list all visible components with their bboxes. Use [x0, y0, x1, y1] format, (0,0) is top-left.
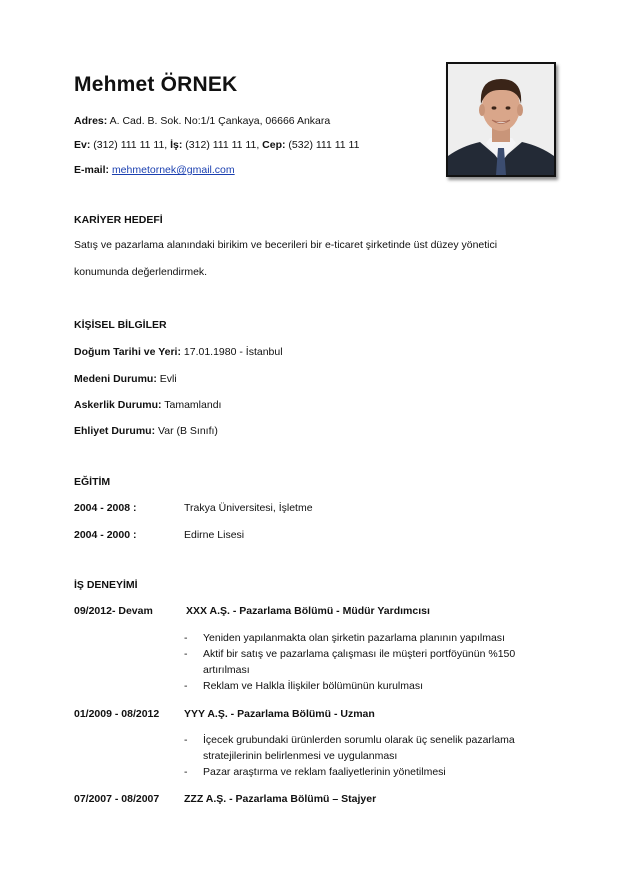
license-value: Var (B Sınıfı)	[155, 425, 218, 437]
email-link[interactable]: mehmetornek@gmail.com	[111, 164, 235, 176]
home-phone-label: Ev:	[74, 139, 91, 151]
education-school: Trakya Üniversitesi, İşletme	[184, 502, 313, 514]
career-heading: KARİYER HEDEFİ	[74, 214, 163, 226]
military-label: Askerlik Durumu:	[74, 399, 162, 411]
job-date: 01/2009 - 08/2012	[74, 708, 160, 720]
experience-heading: İŞ DENEYİMİ	[74, 579, 138, 591]
job-title: XXX A.Ş. - Pazarlama Bölümü - Müdür Yardımcısı	[186, 605, 430, 617]
marital-value: Evli	[156, 373, 177, 385]
mobile-phone-value: (532) 111 11 11	[285, 139, 360, 151]
job-date: 07/2007 - 08/2007	[74, 793, 160, 805]
education-heading: EĞİTİM	[74, 476, 111, 488]
job-date: 09/2012- Devam	[74, 605, 153, 617]
job-bullet: - Reklam ve Halkla İlişkiler bölümünün kurulması	[184, 678, 544, 694]
job-bullet-list	[184, 732, 544, 780]
address-value: A. Cad. B. Sok. No:1/1 Çankaya, 06666 Ankara	[107, 115, 331, 127]
education-date: 2004 - 2008 :	[74, 502, 137, 514]
email-line	[74, 164, 235, 176]
marital-line	[74, 373, 177, 385]
job-bullet-list	[184, 630, 544, 694]
work-phone-value: (312) 111 11 11,	[182, 139, 263, 151]
personal-heading: KİŞİSEL BİLGİLER	[74, 319, 167, 331]
career-objective-text: Satış ve pazarlama alanındaki birikim ve becerileri bir e-ticaret şirketinde üst düzey yönetici konumunda değerlendirmek.	[74, 239, 498, 278]
home-phone-value: (312) 111 11 11,	[90, 139, 171, 151]
work-phone-label: İş:	[170, 139, 183, 151]
military-value: Tamamlandı	[161, 399, 222, 411]
birth-label: Doğum Tarihi ve Yeri:	[74, 346, 181, 358]
phone-line	[74, 139, 359, 151]
address-line	[74, 115, 330, 127]
person-name: Mehmet ÖRNEK	[74, 73, 238, 96]
birth-line	[74, 346, 283, 358]
job-title: ZZZ A.Ş. - Pazarlama Bölümü – Stajyer	[184, 793, 377, 805]
job-title: YYY A.Ş. - Pazarlama Bölümü - Uzman	[184, 708, 375, 720]
education-school: Edirne Lisesi	[184, 529, 245, 541]
education-date: 2004 - 2000 :	[74, 529, 137, 541]
job-bullet: - Yeniden yapılanmakta olan şirketin pazarlama planının yapılması	[184, 630, 544, 646]
marital-label: Medeni Durumu:	[74, 373, 157, 385]
birth-value: 17.01.1980 - İstanbul	[180, 346, 283, 358]
profile-photo-image	[448, 64, 554, 175]
mobile-phone-label: Cep:	[262, 139, 286, 151]
military-line	[74, 399, 221, 411]
license-line	[74, 425, 218, 437]
job-bullet: - Aktif bir satış ve pazarlama çalışması ile müşteri portföyünün %150 artırılması	[184, 646, 544, 678]
license-label: Ehliyet Durumu:	[74, 425, 156, 437]
job-bullet: - Pazar araştırma ve reklam faaliyetlerinin yönetilmesi	[184, 764, 544, 780]
profile-photo	[446, 62, 556, 177]
job-bullet: - İçecek grubundaki ürünlerden sorumlu olarak üç senelik pazarlama stratejilerinin belirlenmesi ve uygulanması	[184, 732, 544, 764]
address-label: Adres:	[74, 115, 108, 127]
email-label: E-mail:	[74, 164, 110, 176]
